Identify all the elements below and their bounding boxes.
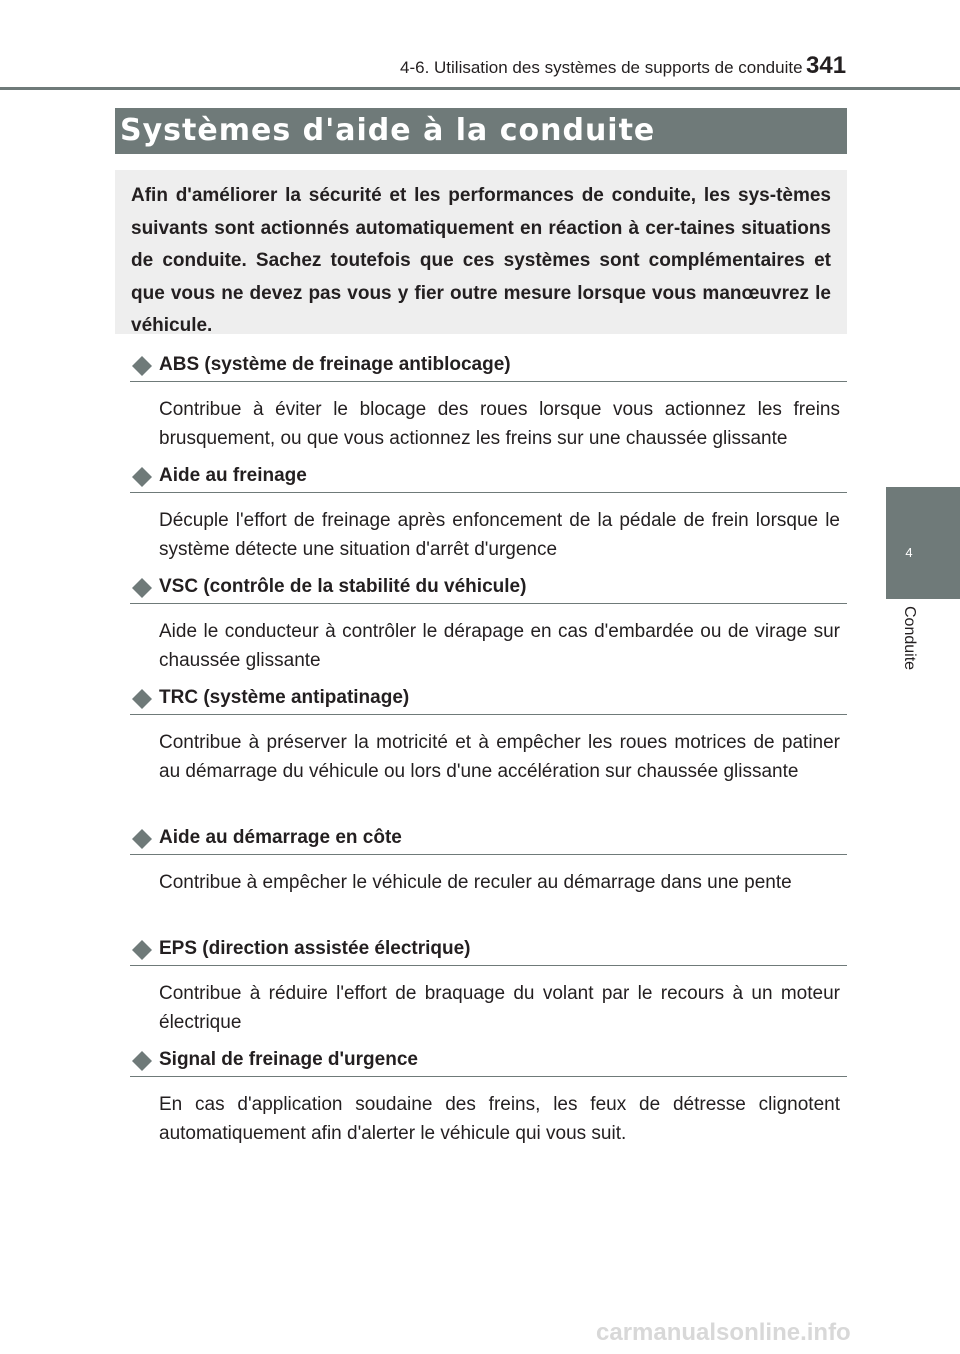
diamond-bullet-icon: [132, 467, 152, 487]
section-title: VSC (contrôle de la stabilité du véhicule): [159, 576, 527, 597]
header-rule: [0, 87, 960, 90]
section-body: En cas d'application soudaine des freins, les feux de détresse clignotent automatiquement afin d'alerter le véhicule qui vous suit.: [159, 1094, 840, 1144]
watermark-logo: [596, 1318, 956, 1348]
diamond-bullet-icon: [132, 940, 152, 960]
section-heading: [130, 1048, 847, 1077]
page-number: 341: [806, 52, 847, 79]
chapter-tab-label: Conduite: [901, 606, 918, 671]
intro-text: Afin d'améliorer la sécurité et les performances de conduite, les sys-tèmes suivants sont actionnés automatiquement en réaction à cer-taines situations de conduite. Sachez toutefois que ces systèmes sont complémentaires et que vous ne devez pas vous y fier outre mesure lorsque vous manœuvrez le véhicule.: [131, 185, 831, 336]
section-heading: [130, 464, 847, 493]
section-heading: [130, 826, 847, 855]
chapter-tab-number: 4: [905, 545, 913, 560]
diamond-bullet-icon: [132, 689, 152, 709]
section-body: Décuple l'effort de freinage après enfoncement de la pédale de frein lorsque le système détecte une situation d'arrêt d'urgence: [159, 510, 840, 560]
section-heading: [130, 575, 847, 604]
chapter-title: 4-6. Utilisation des systèmes de supports de conduite: [400, 58, 803, 77]
diamond-bullet-icon: [132, 578, 152, 598]
section-title: Aide au démarrage en côte: [159, 827, 402, 848]
chapter-tab: [886, 487, 960, 599]
section-title: Aide au freinage: [159, 465, 307, 486]
diamond-bullet-icon: [132, 356, 152, 376]
section-heading: [130, 686, 847, 715]
section-title: ABS (système de freinage antiblocage): [159, 354, 511, 375]
section-body: Contribue à empêcher le véhicule de reculer au démarrage dans une pente: [159, 872, 792, 893]
section-body: Contribue à préserver la motricité et à empêcher les roues motrices de patiner au démarrage du véhicule ou lors d'une accélération sur chaussée glissante: [159, 732, 840, 782]
page-header: [0, 0, 960, 90]
section-heading: [130, 353, 847, 382]
section-heading: [130, 937, 847, 966]
section-body: Contribue à éviter le blocage des roues lorsque vous actionnez les freins brusquement, ou que vous actionnez les freins sur une chaussée glissante: [159, 399, 840, 449]
section-body: Contribue à réduire l'effort de braquage du volant par le recours à un moteur électrique: [159, 983, 840, 1033]
section-title: Signal de freinage d'urgence: [159, 1049, 418, 1070]
svg-text:carmanualsonline.info: carmanualsonline.info: [596, 1319, 851, 1346]
section-body: Aide le conducteur à contrôler le dérapage en cas d'embardée ou de virage sur chaussée glissante: [159, 621, 840, 671]
diamond-bullet-icon: [132, 1051, 152, 1071]
section-title: TRC (système antipatinage): [159, 687, 410, 708]
page-title: Systèmes d'aide à la conduite: [120, 113, 656, 148]
diamond-bullet-icon: [132, 829, 152, 849]
section-title: EPS (direction assistée électrique): [159, 938, 471, 959]
